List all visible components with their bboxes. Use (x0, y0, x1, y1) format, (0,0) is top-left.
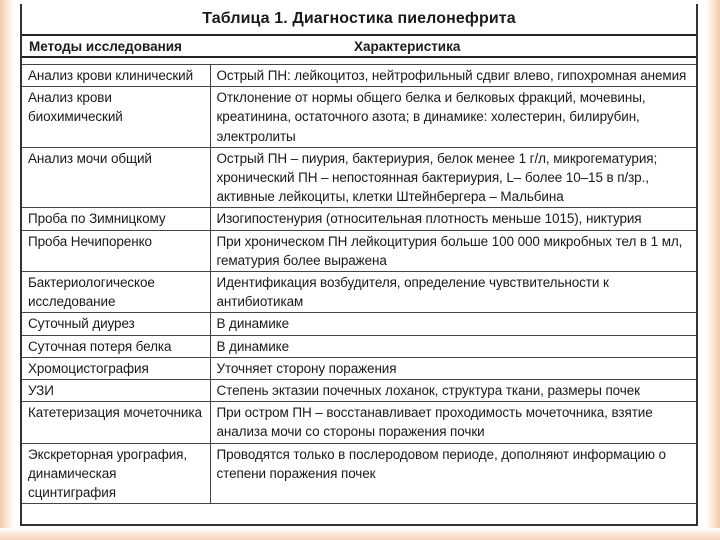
characteristic-cell: Проводятся только в послеродовом периоде, дополняют информацию о степени поражения почек (210, 443, 696, 504)
table-header (22, 36, 696, 58)
left-border-decoration (0, 0, 14, 540)
right-border-decoration (706, 0, 720, 540)
method-cell: Катетеризация мочеточника (22, 402, 210, 443)
method-cell: Бактериологическое исследование (22, 272, 210, 313)
table-row (22, 87, 696, 148)
header-methods: Методы исследования (29, 38, 182, 54)
table-document (20, 4, 698, 526)
characteristic-cell: Острый ПН: лейкоцитоз, нейтрофильный сдвиг влево, гипохромная анемия (210, 65, 696, 87)
characteristic-cell: Степень эктазии почечных лоханок, структура ткани, размеры почек (210, 380, 696, 402)
table-row (22, 335, 696, 357)
table-row (22, 402, 696, 443)
table-row (22, 357, 696, 379)
characteristic-cell: При хроническом ПН лейкоцитурия больше 100 000 микробных тел в 1 мл, гематурия более выражена (210, 230, 696, 271)
characteristic-cell: Острый ПН – пиурия, бактериурия, белок менее 1 г/л, микрогематурия; хронический ПН – непостоянная бактериурия, L– более 10–15 в п/зр., активные лейкоциты, клетки Штейнбергера – Мальбина (210, 147, 696, 208)
method-cell: Суточная потеря белка (22, 335, 210, 357)
table-row (22, 313, 696, 335)
characteristic-cell: В динамике (210, 313, 696, 335)
diagnostics-table (22, 64, 696, 504)
method-cell: Экскреторная урография, динамическая сцинтиграфия (22, 443, 210, 504)
method-cell: Проба по Зимницкому (22, 208, 210, 230)
characteristic-cell: Отклонение от нормы общего белка и белковых фракций, мочевины, креатинина, остаточного азота; в динамике: холестерин, билирубин, электролиты (210, 87, 696, 148)
table-row (22, 380, 696, 402)
table-row (22, 230, 696, 271)
table-row (22, 272, 696, 313)
table-row (22, 65, 696, 87)
method-cell: Проба Нечипоренко (22, 230, 210, 271)
bottom-border-decoration (0, 528, 720, 540)
table-row (22, 208, 696, 230)
characteristic-cell: Изогипостенурия (относительная плотность меньше 1015), никтурия (210, 208, 696, 230)
header-characteristic: Характеристика (354, 38, 461, 54)
method-cell: УЗИ (22, 380, 210, 402)
characteristic-cell: Идентификация возбудителя, определение чувствительности к антибиотикам (210, 272, 696, 313)
characteristic-cell: При остром ПН – восстанавливает проходимость мочеточника, взятие анализа мочи со стороны поражения почки (210, 402, 696, 443)
method-cell: Анализ крови клинический (22, 65, 210, 87)
table-row (22, 147, 696, 208)
characteristic-cell: В динамике (210, 335, 696, 357)
method-cell: Хромоцистография (22, 357, 210, 379)
method-cell: Анализ мочи общий (22, 147, 210, 208)
table-row (22, 443, 696, 504)
table-title: Таблица 1. Диагностика пиелонефрита (22, 4, 696, 36)
method-cell: Анализ крови биохимический (22, 87, 210, 148)
method-cell: Суточный диурез (22, 313, 210, 335)
characteristic-cell: Уточняет сторону поражения (210, 357, 696, 379)
